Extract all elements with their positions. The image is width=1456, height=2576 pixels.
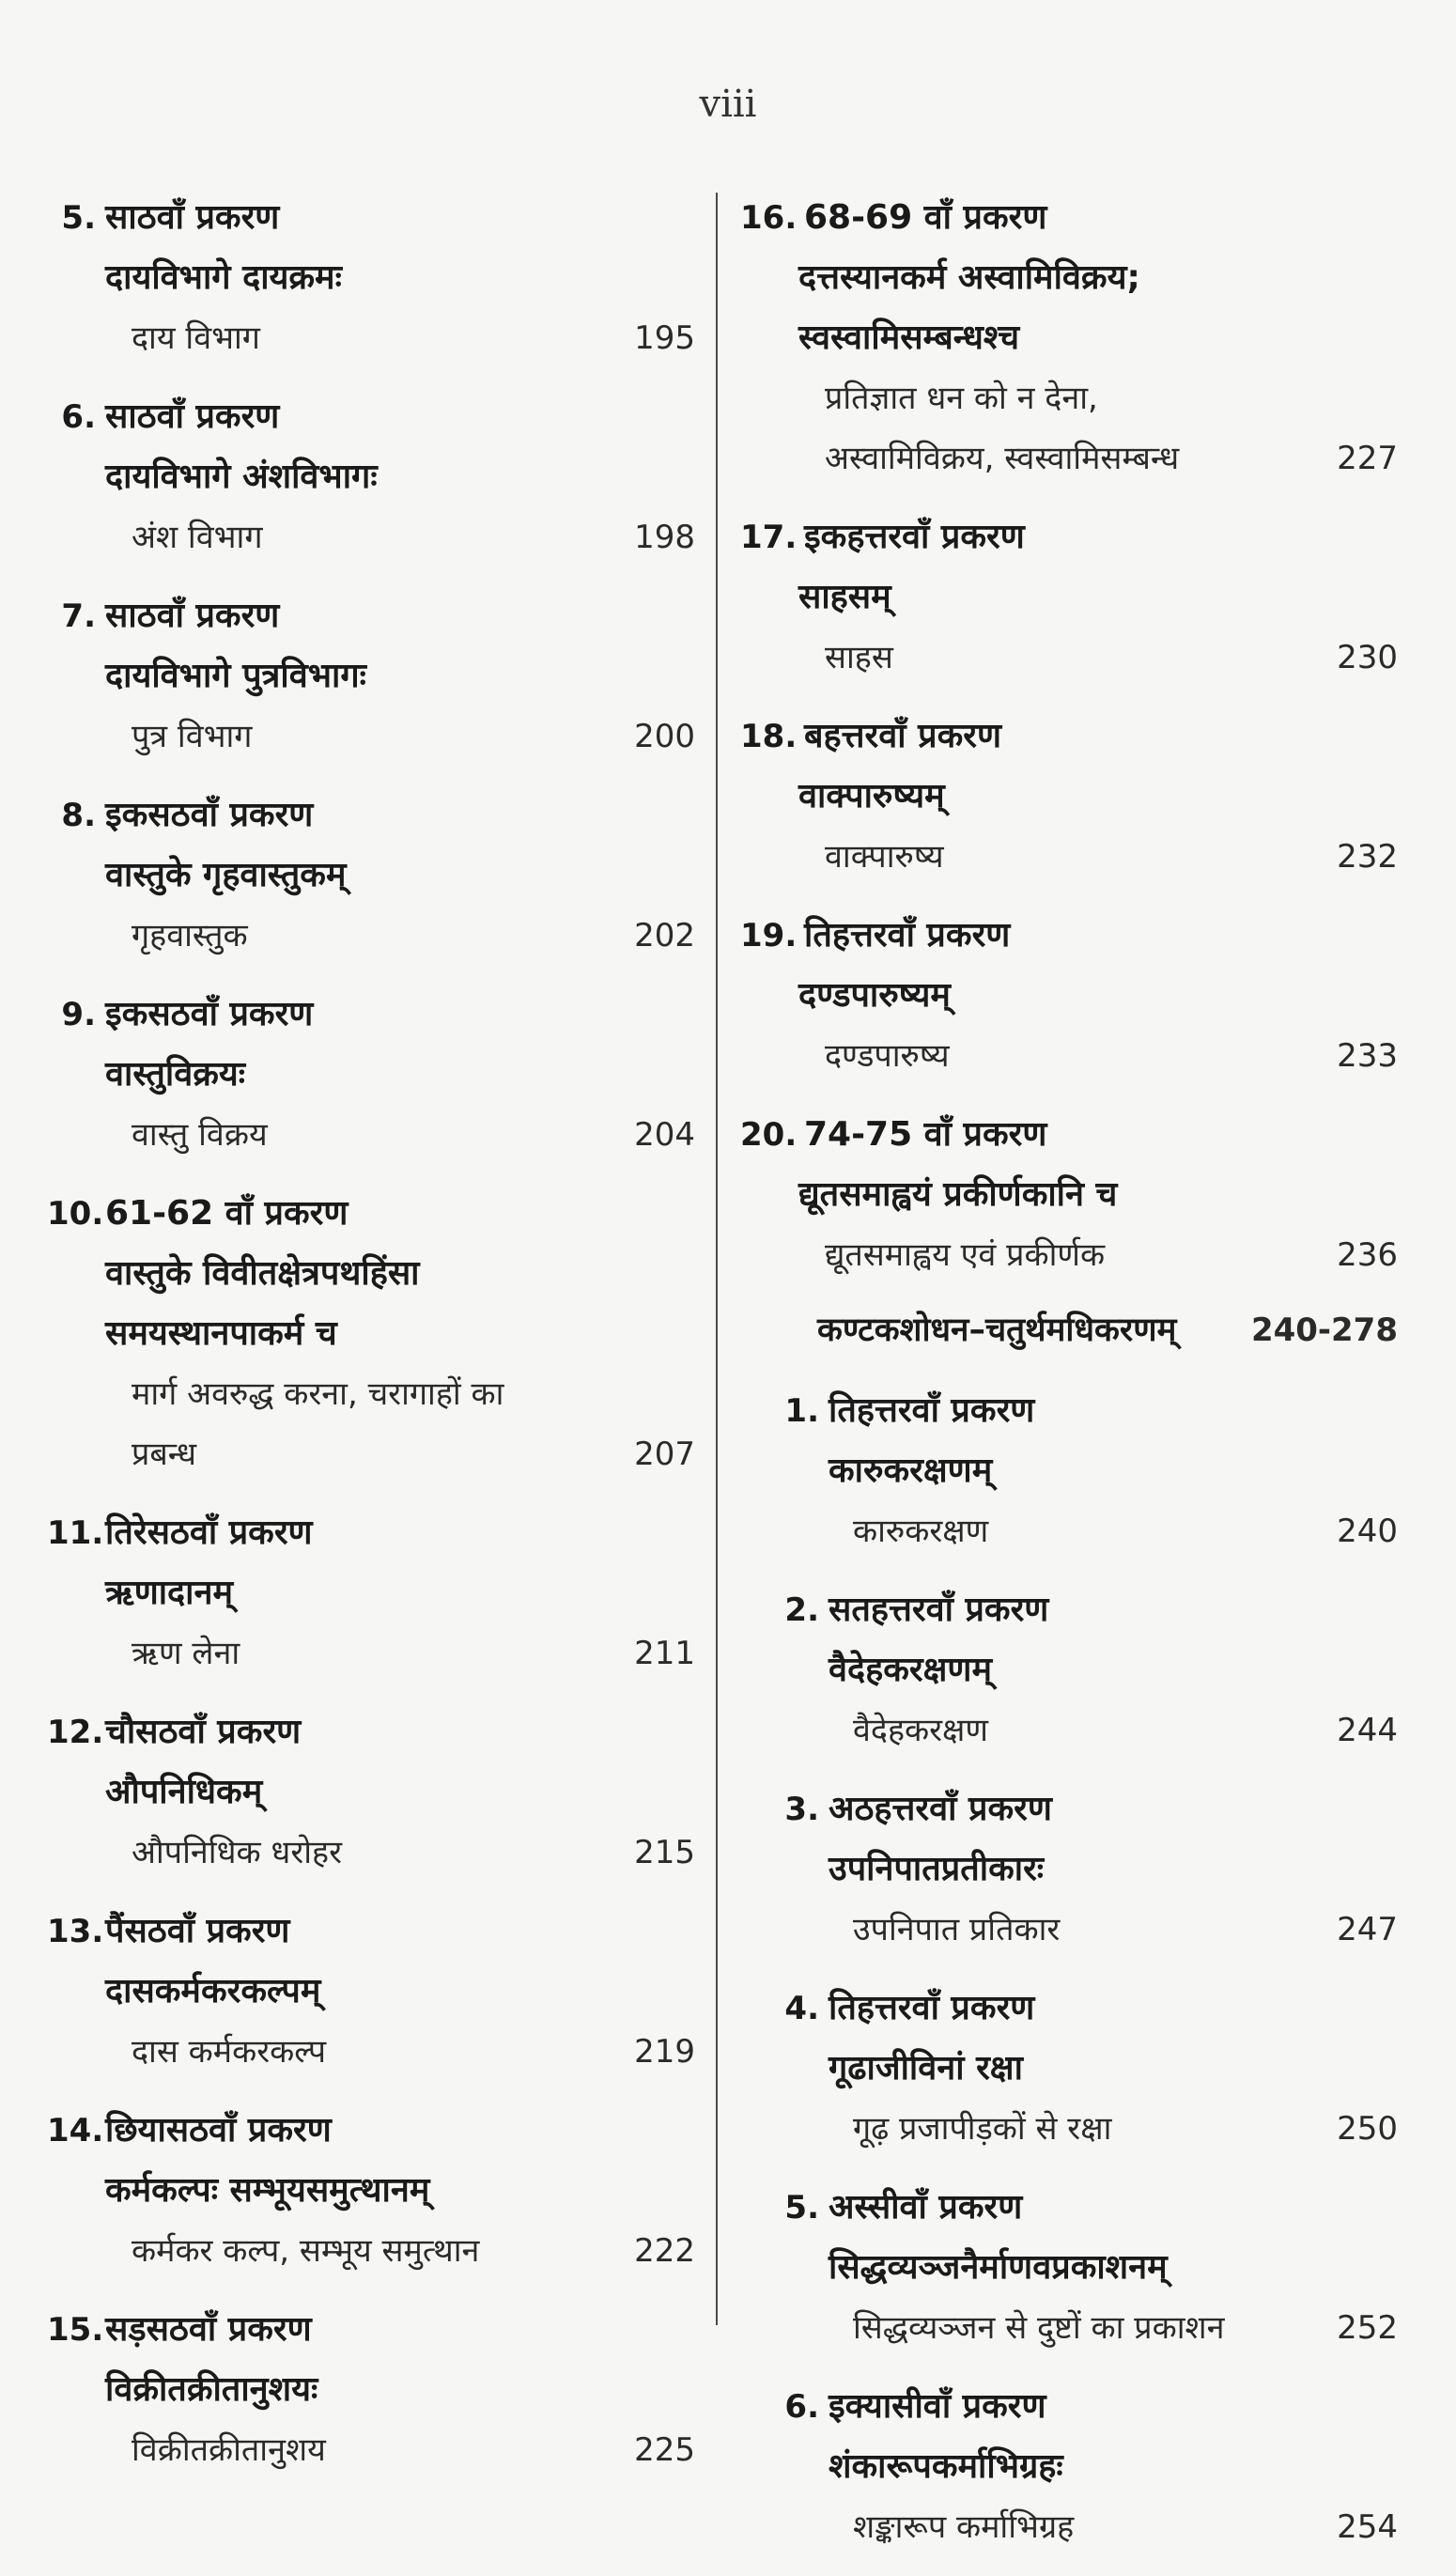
- entry-sanskrit-title: दायविभागे अंशविभागः: [105, 458, 378, 496]
- entry-sanskrit-title: वास्तुके गृहवास्तुकम्: [105, 856, 347, 894]
- entry-heading-line: [740, 1779, 1398, 1839]
- entry-hindi-line: [47, 1105, 695, 1165]
- entry-heading: छियासठवाँ प्रकरण: [105, 2111, 332, 2149]
- entry-hindi-title: पुत्र विभाग: [132, 718, 253, 755]
- entry-sanskrit-title: औपनिधिकम्: [105, 1773, 263, 1811]
- entry-heading-line: [47, 586, 695, 646]
- entry-heading-line: [47, 1901, 695, 1962]
- entry-page-number: 200: [634, 718, 695, 755]
- entry-sanskrit-title: दायविभागे पुत्रविभागः: [105, 657, 366, 695]
- entry-heading: साठवाँ प्रकरण: [105, 397, 280, 436]
- toc-entry: [47, 2300, 695, 2480]
- entry-page-number: 236: [1337, 1236, 1398, 1274]
- entry-heading-line: [740, 1381, 1398, 1441]
- entry-hindi-title: द्यूतसमाह्वय एवं प्रकीर्णक: [825, 1236, 1106, 1274]
- entry-number: 16.: [740, 199, 798, 237]
- entry-hindi-line: [740, 2497, 1398, 2557]
- entry-page-number: 211: [634, 1635, 695, 1672]
- entry-hindi-line: [740, 2298, 1398, 2358]
- entry-hindi-line: [47, 2022, 695, 2082]
- entry-heading: सतहत्तरवाँ प्रकरण: [829, 1591, 1049, 1629]
- entry-number: 12.: [47, 1714, 104, 1751]
- entry-hindi-title: अस्वामिविक्रय, स्वस्वामिसम्बन्ध: [825, 440, 1180, 477]
- entry-hindi-line: [740, 1900, 1398, 1960]
- entry-sanskrit-title: दण्डपारुष्यम्: [798, 976, 951, 1015]
- entry-hindi-line: [47, 906, 695, 966]
- entry-heading: इकसठवाँ प्रकरण: [105, 995, 314, 1033]
- toc-entry: [740, 1580, 1398, 1761]
- toc-entry: [47, 2101, 695, 2281]
- entry-number: 6.: [784, 2388, 819, 2426]
- entry-sanskrit-title: वैदेहकरक्षणम्: [829, 1651, 992, 1689]
- entry-number: 18.: [740, 718, 798, 755]
- entry-number: 5.: [61, 199, 96, 237]
- entry-heading-line: [740, 2178, 1398, 2238]
- entry-heading: सड़सठवाँ प्रकरण: [105, 2310, 312, 2349]
- entry-hindi-line: [740, 628, 1398, 688]
- entry-hindi-title: वाक्पारुष्य: [825, 838, 944, 876]
- entry-sanskrit-title: साहसम्: [798, 578, 891, 616]
- entry-hindi-line: [740, 1225, 1398, 1285]
- entry-hindi-title: अंश विभाग: [132, 519, 263, 556]
- entry-heading-line: [740, 906, 1398, 966]
- entry-hindi-line: [47, 2221, 695, 2281]
- entry-heading: तिहत्तरवाँ प्रकरण: [829, 1989, 1035, 2027]
- entry-page-number: 247: [1337, 1911, 1398, 1948]
- entry-heading: अस्सीवाँ प्रकरण: [829, 2188, 1023, 2227]
- entry-hindi-title: दास कर्मकरकल्प: [132, 2033, 327, 2071]
- entry-number: 19.: [740, 917, 798, 954]
- entry-hindi-title: दण्डपारुष्य: [825, 1037, 950, 1075]
- entry-page-number: 233: [1337, 1037, 1398, 1075]
- toc-left-column: [47, 188, 695, 2499]
- entry-page-number: 240: [1337, 1513, 1398, 1550]
- entry-number: 7.: [61, 597, 96, 635]
- entry-number: 15.: [47, 2311, 104, 2349]
- entry-page-number: 254: [1337, 2508, 1398, 2546]
- toc-entry: [740, 706, 1398, 887]
- entry-heading-line: [47, 985, 695, 1045]
- toc-entry: [47, 387, 695, 567]
- entry-sanskrit-title: वाक्पारुष्यम्: [798, 777, 945, 815]
- entry-hindi-title: उपनिपात प्रतिकार: [853, 1911, 1061, 1948]
- entry-sanskrit-title: समयस्थानपाकर्म च: [105, 1314, 337, 1353]
- entry-heading: बहत्तरवाँ प्रकरण: [804, 717, 1002, 755]
- entry-hindi-title: साहस: [825, 639, 893, 676]
- entry-hindi-title: वैदेहकरक्षण: [853, 1712, 988, 1749]
- entry-page-number: 202: [634, 917, 695, 954]
- entry-heading: इकसठवाँ प्रकरण: [105, 796, 314, 834]
- entry-hindi-line: [47, 507, 695, 567]
- entry-page-number: 222: [634, 2232, 695, 2270]
- entry-page-number: 230: [1337, 639, 1398, 676]
- entry-number: 14.: [47, 2112, 104, 2149]
- entry-hindi-title: औपनिधिक धरोहर: [132, 1834, 342, 1871]
- entry-hindi-line: [47, 1623, 695, 1684]
- entry-heading-line: [47, 2300, 695, 2360]
- entry-page-number: 207: [634, 1435, 695, 1473]
- entry-heading-line: [47, 188, 695, 248]
- entry-hindi-title: गूढ़ प्रजापीड़कों से रक्षा: [853, 2110, 1112, 2148]
- entry-number: 4.: [784, 1990, 819, 2027]
- entry-page-number: 225: [634, 2431, 695, 2469]
- toc-entry: [47, 1503, 695, 1684]
- entry-page-number: 215: [634, 1834, 695, 1871]
- entry-heading-line: [47, 1503, 695, 1563]
- entry-hindi-title: मार्ग अवरुद्ध करना, चरागाहों का: [132, 1375, 504, 1413]
- entry-hindi-title: शङ्कारूप कर्माभिग्रह: [853, 2508, 1075, 2546]
- entry-heading-line: [740, 706, 1398, 767]
- entry-sanskrit-title: गूढाजीविनां रक्षा: [829, 2049, 1023, 2087]
- toc-entry: [47, 188, 695, 368]
- entry-page-number: 252: [1337, 2309, 1398, 2347]
- entry-number: 9.: [61, 996, 96, 1033]
- page-number: viii: [699, 83, 757, 126]
- entry-hindi-title: विक्रीतक्रीतानुशय: [132, 2431, 326, 2469]
- entry-page-number: 198: [634, 519, 695, 556]
- entry-heading: साठवाँ प्रकरण: [105, 198, 280, 237]
- entry-heading: साठवाँ प्रकरण: [105, 597, 280, 635]
- entry-number: 5.: [784, 2189, 819, 2227]
- entry-sanskrit-title: कारुकरक्षणम्: [829, 1451, 993, 1490]
- entry-page-number: 250: [1337, 2110, 1398, 2148]
- entry-heading: पैंसठवाँ प्रकरण: [105, 1912, 290, 1950]
- entry-sanskrit-title: स्वस्वामिसम्बन्धश्च: [798, 318, 1020, 357]
- toc-entry: [47, 985, 695, 1165]
- entry-heading: 68-69 वाँ प्रकरण: [804, 198, 1047, 237]
- entry-hindi-title: सिद्धव्यञ्जन से दुष्टों का प्रकाशन: [853, 2309, 1225, 2347]
- toc-entry: [740, 188, 1398, 489]
- entry-hindi-title: प्रतिज्ञात धन को न देना,: [825, 380, 1098, 417]
- entry-sanskrit-title: दायविभागे दायक्रमः: [105, 258, 342, 297]
- entry-hindi-line: [47, 1823, 695, 1883]
- section-title-text: कण्टकशोधन–चतुर्थमधिकरणम्: [817, 1311, 1177, 1349]
- entry-heading: 61-62 वाँ प्रकरण: [105, 1194, 349, 1233]
- entry-heading-line: [740, 1979, 1398, 2039]
- toc-entry: [740, 1979, 1398, 2159]
- entry-number: 11.: [47, 1514, 104, 1552]
- entry-number: 1.: [784, 1392, 819, 1430]
- entry-heading-line: [47, 387, 695, 447]
- entry-hindi-line: [740, 1501, 1398, 1561]
- entry-heading-line: [47, 1184, 695, 1244]
- entry-sanskrit-title: दासकर्मकरकल्पम्: [105, 1972, 321, 2010]
- entry-number: 3.: [784, 1791, 819, 1828]
- entry-number: 6.: [61, 398, 96, 436]
- entry-sanskrit-title: कर्मकल्पः सम्भूयसमुत्थानम्: [105, 2171, 430, 2210]
- entry-heading-line: [47, 2101, 695, 2161]
- toc-entry: [47, 1702, 695, 1883]
- toc-entry: [740, 2178, 1398, 2358]
- entry-hindi-line: [740, 428, 1398, 489]
- toc-entry: [740, 507, 1398, 688]
- entry-heading: अठहत्तरवाँ प्रकरण: [829, 1790, 1052, 1828]
- toc-entry: [740, 2377, 1398, 2557]
- entry-hindi-line: [47, 308, 695, 368]
- toc-right-column: [740, 188, 1398, 2576]
- entry-page-number: 244: [1337, 1712, 1398, 1749]
- entry-heading-line: [740, 188, 1398, 248]
- entry-sanskrit-title: वास्तुविक्रयः: [105, 1055, 246, 1094]
- entry-heading-line: [47, 1702, 695, 1762]
- entry-hindi-line: [740, 1026, 1398, 1086]
- toc-entry: [740, 1105, 1398, 1285]
- entry-number: 10.: [47, 1195, 104, 1233]
- entry-heading: तिहत्तरवाँ प्रकरण: [804, 916, 1011, 954]
- entry-heading-line: [47, 785, 695, 846]
- entry-page-number: 195: [634, 319, 695, 357]
- entry-sanskrit-title: द्यूतसमाह्वयं प्रकीर्णकानि च: [798, 1175, 1118, 1214]
- section-title: [740, 1300, 1398, 1360]
- entry-sanskrit-title: सिद्धव्यञ्जनैर्माणवप्रकाशनम्: [829, 2248, 1168, 2287]
- entry-hindi-title: कारुकरक्षण: [853, 1513, 989, 1550]
- entry-heading-line: [740, 507, 1398, 567]
- entry-page-number: 232: [1337, 838, 1398, 876]
- entry-hindi-title: गृहवास्तुक: [132, 917, 248, 954]
- entry-heading-line: [740, 1105, 1398, 1165]
- entry-sanskrit-title: शंकारूपकर्माभिग्रहः: [829, 2447, 1063, 2486]
- entry-hindi-line: [47, 706, 695, 767]
- section-page-range: 240-278: [1250, 1311, 1398, 1349]
- entry-hindi-line: [47, 1424, 695, 1484]
- entry-number: 2.: [784, 1591, 819, 1629]
- entry-heading-line: [740, 2377, 1398, 2437]
- entry-hindi-title: कर्मकर कल्प, सम्भूय समुत्थान: [132, 2232, 480, 2270]
- toc-entry: [47, 586, 695, 767]
- entry-sanskrit-title: उपनिपातप्रतीकारः: [829, 1850, 1045, 1888]
- toc-entry: [740, 906, 1398, 1086]
- entry-hindi-line: [740, 2099, 1398, 2159]
- entry-heading: तिहत्तरवाँ प्रकरण: [829, 1391, 1035, 1430]
- entry-heading-line: [740, 1580, 1398, 1640]
- column-divider: [716, 193, 718, 2325]
- entry-sanskrit-title: विक्रीतक्रीतानुशयः: [105, 2370, 318, 2409]
- entry-hindi-line: [740, 827, 1398, 887]
- entry-page-number: 227: [1337, 440, 1398, 477]
- entry-heading: इकहत्तरवाँ प्रकरण: [804, 518, 1025, 556]
- entry-number: 17.: [740, 519, 798, 556]
- entry-sanskrit-title: ऋणादानम्: [105, 1574, 234, 1612]
- entry-sanskrit-title: वास्तुके विवीतक्षेत्रपथहिंसा: [105, 1254, 420, 1293]
- entry-heading: तिरेसठवाँ प्रकरण: [105, 1513, 313, 1552]
- entry-heading: 74-75 वाँ प्रकरण: [804, 1115, 1047, 1154]
- toc-entry: [740, 1381, 1398, 1561]
- entry-sanskrit-title: दत्तस्यानकर्म अस्वामिविक्रय;: [798, 258, 1140, 297]
- entry-hindi-title: ऋण लेना: [132, 1635, 240, 1672]
- toc-entry: [47, 1184, 695, 1484]
- toc-entry: [740, 1779, 1398, 1960]
- entry-page-number: 204: [634, 1116, 695, 1154]
- entry-hindi-title: प्रबन्ध: [132, 1435, 197, 1473]
- entry-number: 20.: [740, 1116, 798, 1154]
- entry-number: 8.: [61, 797, 96, 834]
- entry-number: 13.: [47, 1913, 104, 1950]
- entry-hindi-title: वास्तु विक्रय: [132, 1116, 268, 1154]
- entry-hindi-line: [47, 2420, 695, 2480]
- entry-hindi-title: दाय विभाग: [132, 319, 260, 357]
- entry-page-number: 219: [634, 2033, 695, 2071]
- entry-heading: चौसठवाँ प्रकरण: [105, 1713, 302, 1751]
- entry-hindi-line: [740, 1700, 1398, 1761]
- toc-entry: [47, 1901, 695, 2082]
- entry-heading: इक्यासीवाँ प्रकरण: [829, 2387, 1046, 2426]
- toc-entry: [47, 785, 695, 966]
